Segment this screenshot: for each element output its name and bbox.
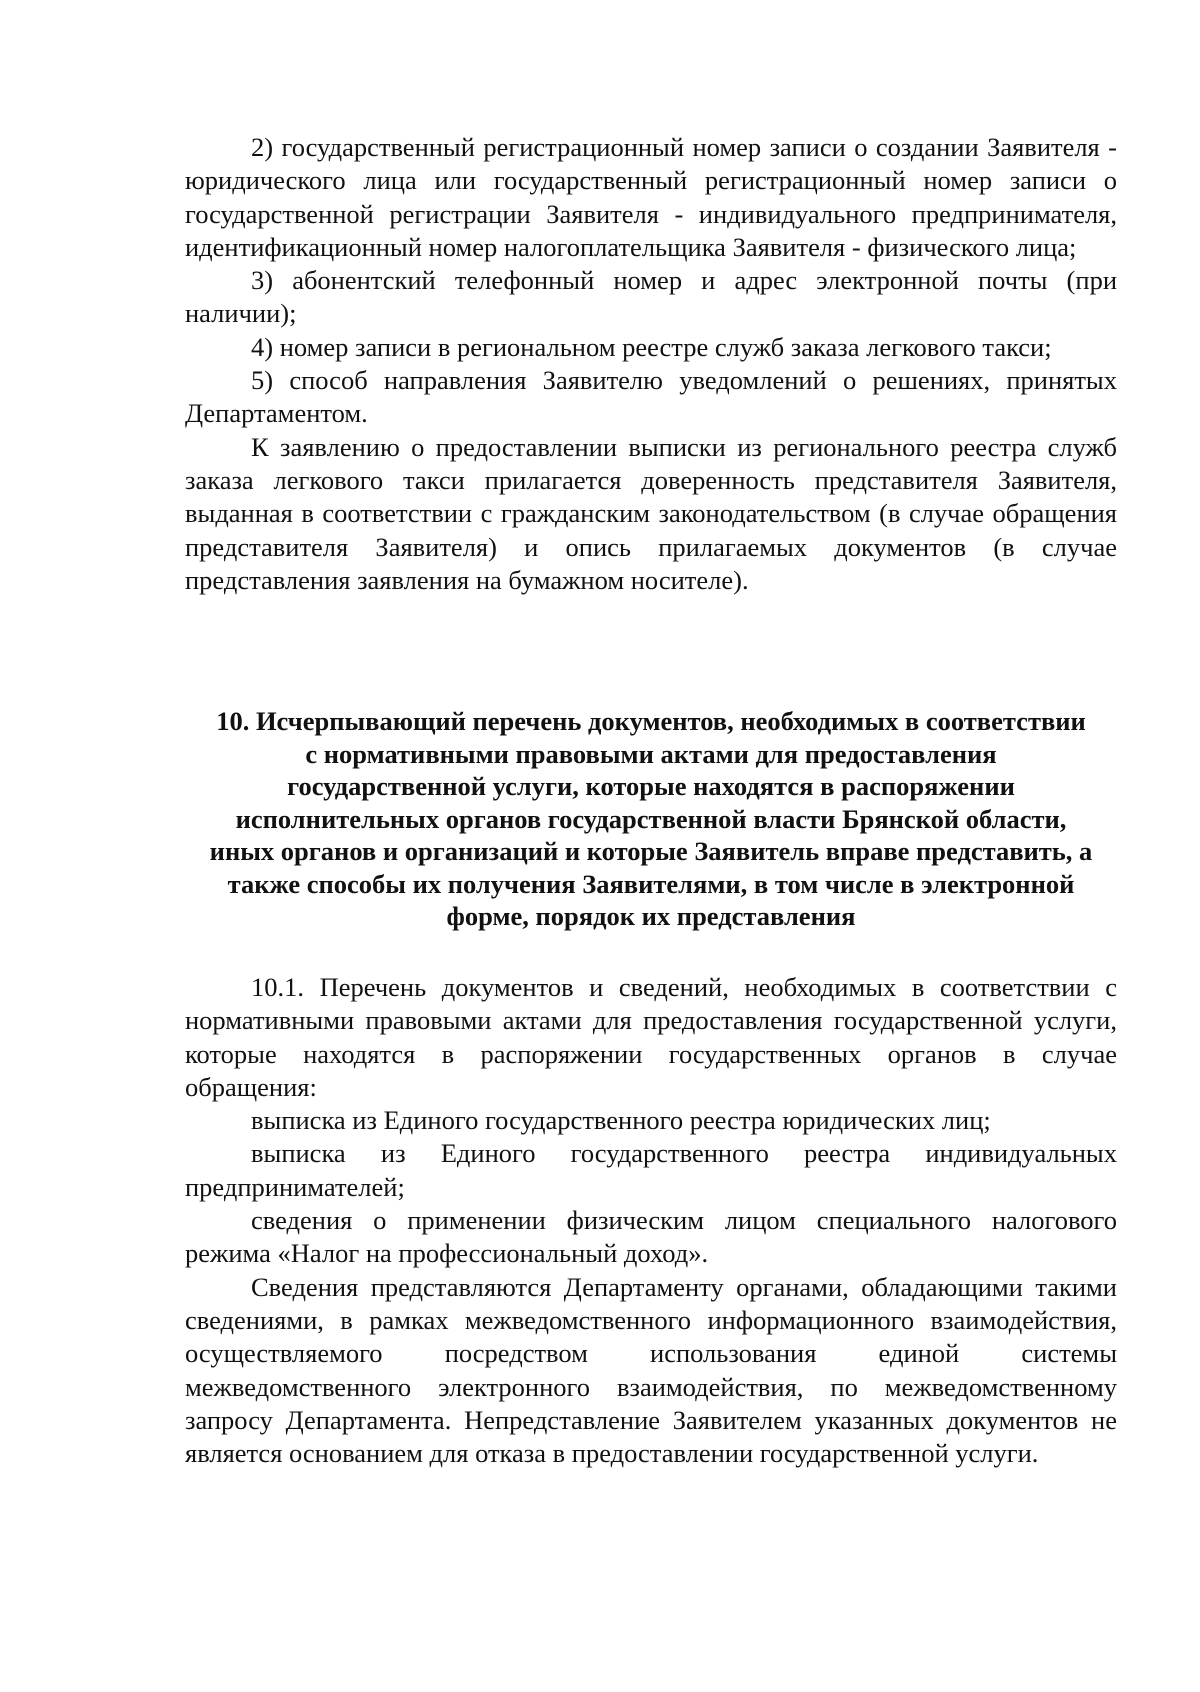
section-10-text-block <box>185 971 1117 1470</box>
paragraph-registration-number: 2) государственный регистрационный номер записи о создании Заявителя - юридического лица или государственный регистрационный номер записи о государственной регистрации Заявителя - индивидуального предпринимателя, идентификационный номер налогоплательщика Заявителя - физического лица; <box>185 132 1117 262</box>
heading-line: исполнительных органов государственной власти Брянской области, <box>235 803 1067 834</box>
paragraph-interagency-interaction: Сведения представляются Департаменту органами, обладающими такими сведениями, в рамках межведомственного информационного взаимодействия, осуществляемого посредством использования единой системы межведомственного электронного взаимодействия, по межведомственному запросу Департамента. Непредставление Заявителем указанных документов не является основанием для отказа в предоставлении государственной услуги. <box>185 1271 1117 1469</box>
paragraph-phone-email: 3) абонентский телефонный номер и адрес электронной почты (при наличии); <box>185 265 1117 329</box>
heading-line: также способы их получения Заявителями, в том числе в электронной <box>227 868 1075 899</box>
section-10-heading <box>178 705 1124 933</box>
heading-line: иных органов и организаций и которые Заявитель вправе представить, а <box>209 836 1093 866</box>
list-item-entrepreneurs-extract: выписка из Единого государственного реестра индивидуальных предпринимателей; <box>185 1138 1117 1202</box>
intro-text-block <box>185 131 1117 597</box>
list-item-tax-regime-info: сведения о применении физическим лицом специального налогового режима «Налог на профессиональный доход». <box>185 1205 1117 1269</box>
paragraph-notification-method: 5) способ направления Заявителю уведомлений о решениях, принятых Департаментом. <box>185 365 1117 429</box>
paragraph-attachments: К заявлению о предоставлении выписки из регионального реестра служб заказа легкового такси прилагается доверенность представителя Заявителя, выданная в соответствии с гражданским законодательством (в случае обращения представителя Заявителя) и опись прилагаемых документов (в случае представления заявления на бумажном носителе). <box>185 431 1117 595</box>
heading-line: 10. Исчерпывающий перечень документов, необходимых в соответствии <box>216 706 1086 736</box>
heading-line: форме, порядок их представления <box>446 901 856 931</box>
paragraph-10-1-document-list: 10.1. Перечень документов и сведений, необходимых в соответствии с нормативными правовыми актами для предоставления государственной услуги, которые находятся в распоряжении государственных органов в случае обращения: <box>185 972 1117 1102</box>
list-item-legal-entities-extract: выписка из Единого государственного реестра юридических лиц; <box>251 1105 991 1136</box>
heading-line: государственной услуги, которые находятся в распоряжении <box>287 771 1015 801</box>
paragraph-registry-record-number: 4) номер записи в региональном реестре служб заказа легкового такси; <box>251 331 1052 362</box>
heading-line: с нормативными правовыми актами для предоставления <box>305 738 997 769</box>
